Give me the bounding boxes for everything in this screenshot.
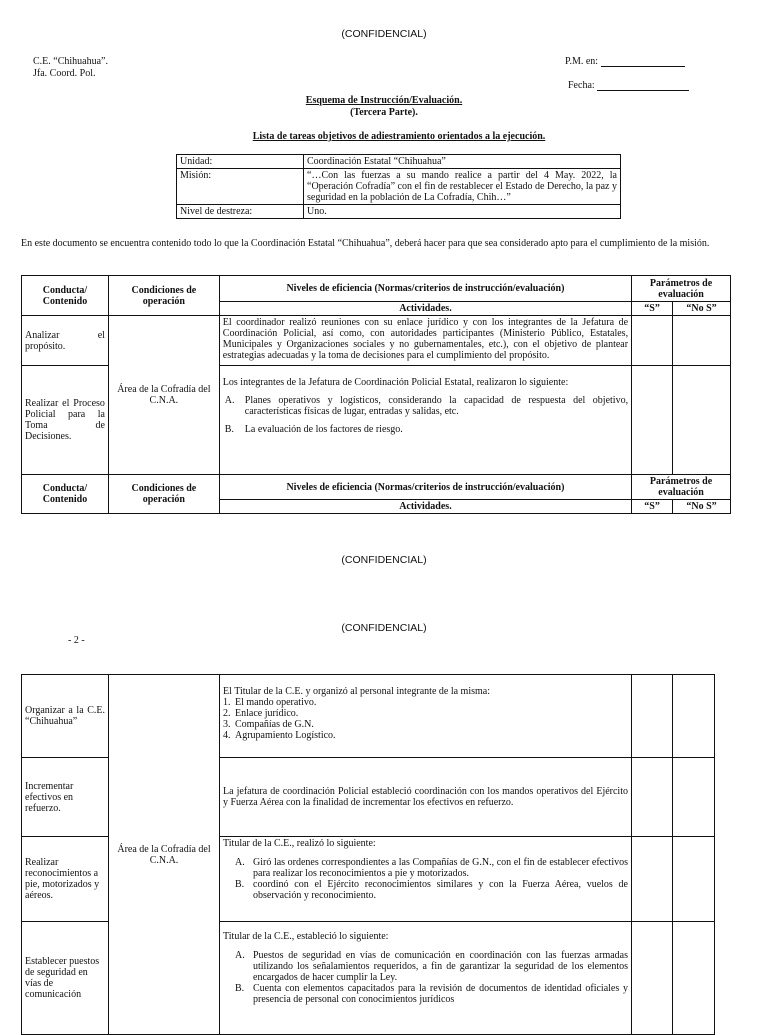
nivel-label: Nivel de destreza: <box>177 205 304 219</box>
header-left <box>33 56 108 80</box>
no-s-check-cell[interactable] <box>673 922 715 1035</box>
pm-field <box>565 56 685 67</box>
conducta-cell: Realizar reconocimientos a pie, motorizados y aéreos. <box>22 837 109 922</box>
header-conducta: Conducta/ Contenido <box>22 276 109 316</box>
conducta-cell: Establecer puestos de seguridad en vías de comunicación <box>22 922 109 1035</box>
evaluation-table-1 <box>21 275 731 514</box>
list-item: B. coordinó con el Ejército reconocimientos similares y con la Fuerza Aérea, vuelos de observación y reconocimiento. <box>235 879 628 901</box>
no-s-check-cell[interactable] <box>673 366 731 475</box>
header-actividades: Actividades. <box>219 302 631 316</box>
page-number: - 2 - <box>68 635 85 646</box>
evaluation-table-2 <box>21 674 715 1035</box>
header-actividades: Actividades. <box>219 500 631 514</box>
title-line1: Esquema de Instrucción/Evaluación. <box>305 95 463 106</box>
header-s: “S” <box>632 302 673 316</box>
activity-cell: El coordinador realizó reuniones con su enlace jurídico y con los integrantes de la Jefatura de Coordinación Policial, así como, con autoridades participantes (Ministerio Público, Estatales, Municipales y Organizaciones sociales y no gubernamentales, etc.), con el objetivo de plantear estrategias adecuadas y la toma de decisiones para el cumplimiento del propósito. <box>219 316 631 366</box>
header-s: “S” <box>632 500 673 514</box>
mision-value: “…Con las fuerzas a su mando realice a partir del 4 May. 2022, la “Operación Cofradía” con el fin de restablecer el Estado de Derecho, la paz y seguridad en la población de La Cofradía, Chih…” <box>304 169 621 205</box>
jfa-label: Jfa. Coord. Pol. <box>33 68 96 79</box>
header-no-s: “No S” <box>673 500 731 514</box>
list-item: 1. El mando operativo. <box>223 697 317 708</box>
table-header-row <box>22 276 731 302</box>
s-check-cell[interactable] <box>632 366 673 475</box>
activity-intro: Titular de la C.E., estableció lo siguiente: <box>223 931 389 942</box>
list-item: B. La evaluación de los factores de riesgo. <box>224 424 403 435</box>
no-s-check-cell[interactable] <box>673 316 731 366</box>
activity-cell: La jefatura de coordinación Policial estableció coordinación con los mandos operativos del Ejército y Fuerza Aérea con la finalidad de incrementar los efectivos en refuerzo. <box>220 758 632 837</box>
list-item: A. Puestos de seguridad en vías de comunicación en coordinación con las fuerzas armadas utilizando los señalamientos requeridos, a fin de garantizar la seguridad de los elementos encargados de hacer cumplir la Ley. <box>235 950 628 983</box>
no-s-check-cell[interactable] <box>673 758 715 837</box>
pm-label: P.M. en: <box>565 56 599 67</box>
activity-intro: Titular de la C.E., realizó lo siguiente: <box>223 838 376 849</box>
header-parametros: Parámetros de evaluación <box>632 475 731 500</box>
unidad-value: Coordinación Estatal “Chihuahua” <box>304 155 621 169</box>
condition-cell: Área de la Cofradía del C.N.A. <box>109 675 220 1035</box>
header-niveles: Niveles de eficiencia (Normas/criterios de instrucción/evaluación) <box>219 475 631 500</box>
activity-intro: Los integrantes de la Jefatura de Coordinación Policial Estatal, realizaron lo siguiente: <box>222 377 569 388</box>
table-row <box>22 675 715 758</box>
list-item: 3. Compañías de G.N. <box>223 719 314 730</box>
unit-table <box>176 154 621 219</box>
document-title <box>0 95 768 119</box>
conducta-cell: Incrementar efectivos en refuerzo. <box>22 758 109 837</box>
confidential-header-page2: (CONFIDENCIAL) <box>341 622 427 634</box>
table-row <box>22 316 731 366</box>
confidential-header: (CONFIDENCIAL) <box>341 28 427 40</box>
fecha-field <box>568 80 689 91</box>
no-s-check-cell[interactable] <box>673 675 715 758</box>
header-conducta: Conducta/ Contenido <box>22 475 109 514</box>
fecha-label: Fecha: <box>568 80 595 91</box>
activity-cell <box>220 922 632 1035</box>
list-item: A. Planes operativos y logísticos, considerando la capacidad de respuesta del objetivo, características físicas de lugar, entradas y salidas, etc. <box>224 395 629 417</box>
header-parametros: Parámetros de evaluación <box>632 276 731 302</box>
nivel-value: Uno. <box>304 205 621 219</box>
s-check-cell[interactable] <box>632 675 673 758</box>
activity-cell <box>220 837 632 922</box>
title-line2: (Tercera Parte). <box>350 107 418 118</box>
pm-blank <box>601 56 685 67</box>
s-check-cell[interactable] <box>632 316 673 366</box>
header-niveles: Niveles de eficiencia (Normas/criterios de instrucción/evaluación) <box>219 276 631 302</box>
s-check-cell[interactable] <box>632 837 673 922</box>
ce-label: C.E. “Chihuahua”. <box>33 56 108 67</box>
unidad-label: Unidad: <box>177 155 304 169</box>
intro-paragraph: En este documento se encuentra contenido todo lo que la Coordinación Estatal “Chihuahua”, deberá hacer para que sea considerado apto para el cumplimiento de la misión. <box>21 238 710 249</box>
conducta-cell: Analizar el propósito. <box>22 316 109 366</box>
activity-intro: El Titular de la C.E. y organizó al personal integrante de la misma: <box>223 686 490 697</box>
header-no-s: “No S” <box>673 302 731 316</box>
table-footer-header-row <box>22 475 731 500</box>
mision-label: Misión: <box>177 169 304 205</box>
list-item: B. Cuenta con elementos capacitados para la revisión de documentos de identidad oficiales y presencia de personal con conocimientos jurídicos <box>235 983 628 1005</box>
list-item: 2. Enlace jurídico. <box>223 708 299 719</box>
s-check-cell[interactable] <box>632 758 673 837</box>
header-condiciones: Condiciones de operación <box>108 276 219 316</box>
fecha-blank <box>597 80 689 91</box>
list-item: 4. Agrupamiento Logístico. <box>223 730 336 741</box>
activity-cell <box>220 675 632 758</box>
no-s-check-cell[interactable] <box>673 837 715 922</box>
conducta-cell: Realizar el Proceso Policial para la Toma de Decisiones. <box>22 366 109 475</box>
s-check-cell[interactable] <box>632 922 673 1035</box>
confidential-footer: (CONFIDENCIAL) <box>341 554 427 566</box>
document-subtitle: Lista de tareas objetivos de adiestramiento orientados a la ejecución. <box>252 131 546 142</box>
header-condiciones: Condiciones de operación <box>108 475 219 514</box>
activity-cell <box>219 366 631 475</box>
list-item: A. Giró las ordenes correspondientes a las Compañías de G.N., con el fin de establecer efectivos para realizar los reconocimientos a pie y motorizados. <box>235 857 628 879</box>
condition-cell: Área de la Cofradía del C.N.A. <box>108 316 219 475</box>
conducta-cell: Organizar a la C.E. “Chihuahua” <box>22 675 109 758</box>
